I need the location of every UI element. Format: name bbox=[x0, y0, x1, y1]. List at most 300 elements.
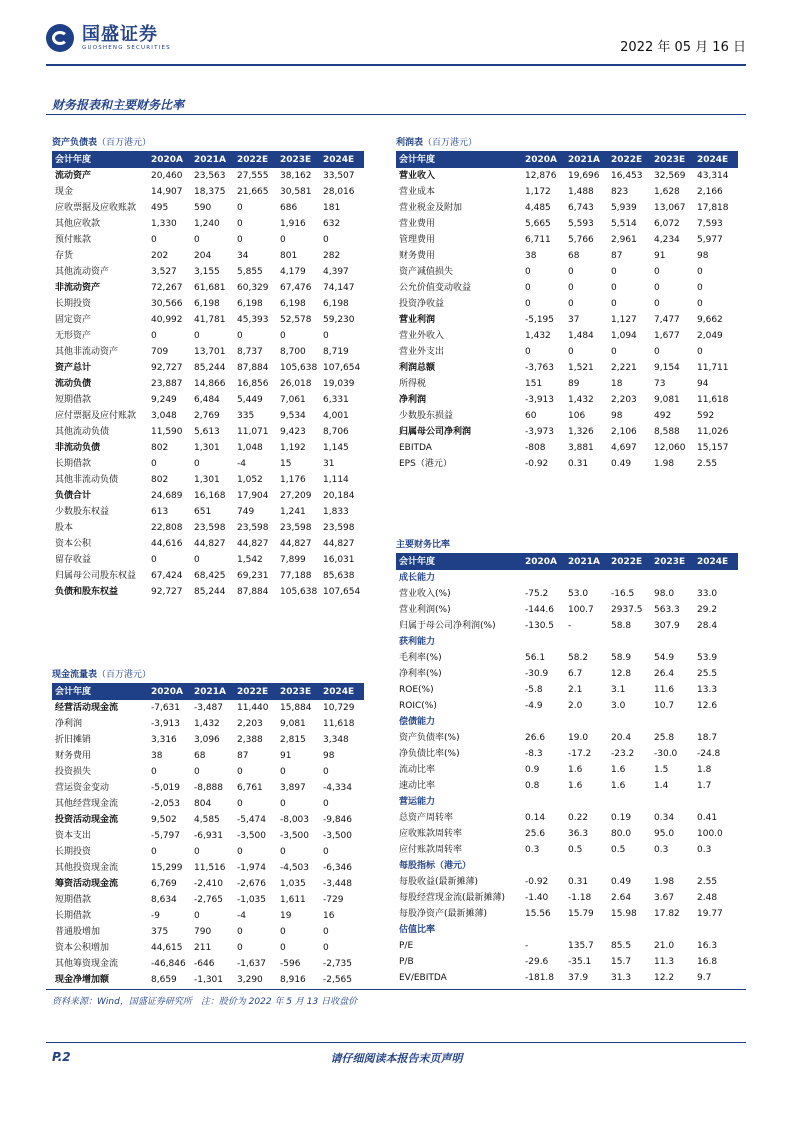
cell-value: 0 bbox=[194, 847, 200, 857]
cell-value: 0 bbox=[611, 299, 617, 309]
cell-value: 43,314 bbox=[697, 171, 729, 181]
cell-value: 1,330 bbox=[151, 219, 177, 229]
cell-value: 0 bbox=[237, 943, 243, 953]
cell-value: 68,425 bbox=[194, 571, 226, 581]
cell-value: -0.92 bbox=[525, 877, 549, 887]
cell-value: 1,521 bbox=[568, 363, 594, 373]
cell-value: 0 bbox=[525, 347, 531, 357]
cell-value: 0 bbox=[280, 927, 286, 937]
cell-value: -1,637 bbox=[237, 959, 267, 969]
cell-value: 10.7 bbox=[654, 701, 675, 711]
cell-value: 25.6 bbox=[525, 829, 546, 839]
table-row bbox=[52, 376, 364, 392]
cell-value: 30,581 bbox=[280, 187, 312, 197]
cell-value: 20.4 bbox=[611, 733, 632, 743]
cell-value: 1,301 bbox=[194, 475, 220, 485]
logo-mark-icon bbox=[46, 24, 74, 52]
table-row bbox=[52, 860, 364, 876]
cell-value: 1.8 bbox=[697, 765, 712, 775]
cell-value: -2,053 bbox=[151, 799, 181, 809]
cell-value: 12.6 bbox=[697, 701, 718, 711]
cell-value: 0 bbox=[151, 459, 157, 469]
year-header: 2022E bbox=[235, 684, 278, 700]
header-label: 会计年度 bbox=[396, 554, 523, 570]
cell-value: 9.7 bbox=[697, 973, 712, 983]
cell-value: 1,094 bbox=[611, 331, 637, 341]
cell-value: 0 bbox=[323, 235, 329, 245]
cell-value: 15 bbox=[280, 459, 292, 469]
row-label: 短期借款 bbox=[55, 395, 92, 405]
row-label: 净利润 bbox=[399, 395, 427, 405]
table-row bbox=[52, 568, 364, 584]
year-header: 2021A bbox=[192, 684, 235, 700]
cell-value: -23.2 bbox=[611, 749, 635, 759]
cell-value: 29.2 bbox=[697, 605, 718, 615]
table-row bbox=[396, 762, 738, 778]
row-label: 成长能力 bbox=[399, 573, 436, 583]
cell-value: 21.0 bbox=[654, 941, 675, 951]
cell-value bbox=[609, 858, 652, 874]
cell-value: 20,460 bbox=[151, 171, 183, 181]
cell-value: 36.3 bbox=[568, 829, 589, 839]
cell-value: 204 bbox=[194, 251, 212, 261]
cell-value: 32,569 bbox=[654, 171, 686, 181]
row-label: 管理费用 bbox=[399, 235, 436, 245]
cell-value: 0 bbox=[237, 767, 243, 777]
table-row bbox=[396, 938, 738, 954]
company-logo bbox=[46, 24, 171, 52]
row-label: ROE(%) bbox=[399, 685, 434, 695]
header-divider bbox=[46, 64, 746, 66]
table-header-row bbox=[52, 152, 364, 168]
row-label: 每股指标（港元） bbox=[399, 861, 472, 871]
cell-value: 8,588 bbox=[654, 427, 680, 437]
cell-value: 3,290 bbox=[237, 975, 263, 985]
cell-value: 1,301 bbox=[194, 443, 220, 453]
footer-disclaimer: 请仔细阅读本报告末页声明 bbox=[330, 1052, 463, 1065]
cell-value: 6,743 bbox=[568, 203, 594, 213]
table-row bbox=[52, 940, 364, 956]
cell-value: 15,157 bbox=[697, 443, 729, 453]
row-label: 营业外支出 bbox=[399, 347, 445, 357]
table-row bbox=[52, 344, 364, 360]
cell-value: -29.6 bbox=[525, 957, 549, 967]
cell-value: 1,145 bbox=[323, 443, 349, 453]
cell-value: 72,267 bbox=[151, 283, 183, 293]
cell-value: 0 bbox=[697, 347, 703, 357]
cell-value: 21,665 bbox=[237, 187, 269, 197]
table-row bbox=[52, 440, 364, 456]
cell-value: 0.19 bbox=[611, 813, 632, 823]
cash-flow-block bbox=[52, 669, 364, 988]
row-label: 利润总额 bbox=[399, 363, 436, 373]
cell-value bbox=[695, 634, 738, 650]
cell-value: 92,727 bbox=[151, 587, 183, 597]
row-label: 长期借款 bbox=[55, 911, 92, 921]
cell-value: -181.8 bbox=[525, 973, 555, 983]
cell-value: 44,827 bbox=[237, 539, 269, 549]
cell-value: 1,176 bbox=[280, 475, 306, 485]
header-label: 会计年度 bbox=[52, 684, 149, 700]
cell-value: 0 bbox=[654, 299, 660, 309]
year-header: 2020A bbox=[523, 554, 566, 570]
cell-value: 2.55 bbox=[697, 459, 718, 469]
row-label: 营运资金变动 bbox=[55, 783, 110, 793]
table-row bbox=[396, 200, 738, 216]
cell-value: 6,711 bbox=[525, 235, 551, 245]
cell-value: 16,031 bbox=[323, 555, 355, 565]
row-label: 归属母公司净利润 bbox=[399, 427, 472, 437]
row-label: 资产减值损失 bbox=[399, 267, 454, 277]
cell-value: 18 bbox=[611, 379, 623, 389]
table-row bbox=[396, 344, 738, 360]
table-row bbox=[396, 264, 738, 280]
cell-value: 91 bbox=[654, 251, 666, 261]
cell-value: 0 bbox=[323, 943, 329, 953]
cell-value: 6,198 bbox=[280, 299, 306, 309]
cell-value: 8,634 bbox=[151, 895, 177, 905]
table-row bbox=[396, 456, 738, 472]
cell-value: 4,585 bbox=[194, 815, 220, 825]
cell-value: -6,931 bbox=[194, 831, 224, 841]
cell-value: 5,977 bbox=[697, 235, 723, 245]
cell-value: 69,231 bbox=[237, 571, 269, 581]
cell-value: 22,808 bbox=[151, 523, 183, 533]
cell-value: 16 bbox=[323, 911, 335, 921]
cell-value: -3,487 bbox=[194, 703, 224, 713]
cell-value: 8,706 bbox=[323, 427, 349, 437]
year-header: 2024E bbox=[321, 684, 364, 700]
cell-value: -46,846 bbox=[151, 959, 186, 969]
table-row bbox=[52, 184, 364, 200]
cell-value: 0 bbox=[280, 943, 286, 953]
cell-value: 9,502 bbox=[151, 815, 177, 825]
cell-value: -808 bbox=[525, 443, 546, 453]
cell-value: 0 bbox=[611, 347, 617, 357]
row-label: 非流动资产 bbox=[55, 283, 101, 293]
table-row bbox=[52, 488, 364, 504]
cell-value bbox=[652, 922, 695, 938]
row-label: 公允价值变动收益 bbox=[399, 283, 472, 293]
cell-value: 2.0 bbox=[568, 701, 583, 711]
cell-value: 23,598 bbox=[323, 523, 355, 533]
section-row bbox=[396, 858, 738, 874]
year-header: 2020A bbox=[523, 152, 566, 168]
cell-value: - bbox=[525, 941, 529, 951]
row-label: 财务费用 bbox=[55, 751, 92, 761]
cell-value: 80.0 bbox=[611, 829, 632, 839]
cell-value: 2,106 bbox=[611, 427, 637, 437]
cell-value: 31.3 bbox=[611, 973, 632, 983]
cell-value: 823 bbox=[611, 187, 629, 197]
cell-value: 6,072 bbox=[654, 219, 680, 229]
cell-value bbox=[609, 570, 652, 586]
cell-value: -3,500 bbox=[280, 831, 310, 841]
cell-value: 3,155 bbox=[194, 267, 220, 277]
table-row bbox=[396, 842, 738, 858]
table-row bbox=[52, 264, 364, 280]
cell-value: 211 bbox=[194, 943, 212, 953]
table-row bbox=[396, 328, 738, 344]
cell-value: 1,114 bbox=[323, 475, 349, 485]
cell-value bbox=[523, 570, 566, 586]
cell-value: 19,039 bbox=[323, 379, 355, 389]
year-header: 2021A bbox=[566, 554, 609, 570]
table-row bbox=[396, 312, 738, 328]
cell-value: 85,638 bbox=[323, 571, 355, 581]
row-label: 营业利润(%) bbox=[399, 605, 451, 615]
row-label: 其他筹资现金流 bbox=[55, 959, 119, 969]
cell-value: 98 bbox=[697, 251, 709, 261]
cell-value bbox=[695, 858, 738, 874]
cell-value: 1,127 bbox=[611, 315, 637, 325]
cell-value: 4,397 bbox=[323, 267, 349, 277]
cell-value: 16,168 bbox=[194, 491, 226, 501]
cell-value: -0.92 bbox=[525, 459, 549, 469]
table-row bbox=[52, 892, 364, 908]
balance-sheet-table bbox=[52, 152, 364, 600]
row-label: 普通股增加 bbox=[55, 927, 101, 937]
cell-value: 0.31 bbox=[568, 459, 589, 469]
header-label: 会计年度 bbox=[396, 152, 523, 168]
cell-value: 8,719 bbox=[323, 347, 349, 357]
row-label: 无形资产 bbox=[55, 331, 92, 341]
cell-value: 2.55 bbox=[697, 877, 718, 887]
cell-value: 0 bbox=[151, 555, 157, 565]
table-row bbox=[396, 440, 738, 456]
table-row bbox=[52, 844, 364, 860]
year-header: 2024E bbox=[695, 152, 738, 168]
row-label: 每股收益(最新摊薄) bbox=[399, 877, 479, 887]
cell-value: 5,855 bbox=[237, 267, 263, 277]
table-row bbox=[52, 876, 364, 892]
cell-value: 67,476 bbox=[280, 283, 312, 293]
table-row bbox=[396, 408, 738, 424]
cell-value: 23,598 bbox=[280, 523, 312, 533]
cell-value: 4,179 bbox=[280, 267, 306, 277]
cell-value: 61,681 bbox=[194, 283, 226, 293]
table-row bbox=[396, 666, 738, 682]
cell-value: 0 bbox=[237, 927, 243, 937]
cell-value: 44,827 bbox=[280, 539, 312, 549]
cell-value: 4,001 bbox=[323, 411, 349, 421]
cell-value: 2,815 bbox=[280, 735, 306, 745]
cell-value: 34 bbox=[237, 251, 249, 261]
cell-value: 100.7 bbox=[568, 605, 594, 615]
cell-value: 106 bbox=[568, 411, 586, 421]
year-header: 2024E bbox=[321, 152, 364, 168]
cell-value: 26,018 bbox=[280, 379, 312, 389]
table-row bbox=[396, 970, 738, 986]
cell-value: 59,230 bbox=[323, 315, 355, 325]
cell-value: 2.1 bbox=[568, 685, 583, 695]
cell-value: -2,410 bbox=[194, 879, 224, 889]
cell-value: 151 bbox=[525, 379, 543, 389]
cell-value: 0 bbox=[237, 331, 243, 341]
cell-value: 11,071 bbox=[237, 427, 269, 437]
year-header: 2020A bbox=[149, 152, 192, 168]
cell-value: 1,035 bbox=[280, 879, 306, 889]
row-label: 营业费用 bbox=[399, 219, 436, 229]
table-row bbox=[396, 682, 738, 698]
row-label: 应收账款周转率 bbox=[399, 829, 463, 839]
cell-value: 12,060 bbox=[654, 443, 686, 453]
row-label: 其他投资现金流 bbox=[55, 863, 119, 873]
cell-value: 0 bbox=[697, 283, 703, 293]
table-row bbox=[52, 424, 364, 440]
cell-value: 2937.5 bbox=[611, 605, 643, 615]
cell-value: 85.5 bbox=[611, 941, 632, 951]
cell-value: 0 bbox=[194, 911, 200, 921]
row-label: 其他非流动负债 bbox=[55, 475, 119, 485]
cell-value: 58.2 bbox=[568, 653, 589, 663]
cell-value: -3,913 bbox=[525, 395, 555, 405]
cell-value bbox=[609, 922, 652, 938]
cell-value: -2,565 bbox=[323, 975, 353, 985]
table-row bbox=[52, 520, 364, 536]
cell-value: 0.3 bbox=[697, 845, 712, 855]
row-label: 营业外收入 bbox=[399, 331, 445, 341]
row-label: 其他非流动资产 bbox=[55, 347, 119, 357]
cell-value: 1.6 bbox=[611, 765, 626, 775]
cell-value: 0 bbox=[151, 235, 157, 245]
row-label: 获利能力 bbox=[399, 637, 436, 647]
year-header: 2023E bbox=[652, 554, 695, 570]
row-label: 现金 bbox=[55, 187, 74, 197]
cell-value: 105,638 bbox=[280, 363, 318, 373]
cell-value: -729 bbox=[323, 895, 344, 905]
table-row bbox=[52, 504, 364, 520]
cell-value: 0 bbox=[697, 267, 703, 277]
cell-value bbox=[652, 570, 695, 586]
cash-flow-title: 现金流量表（百万港元） bbox=[52, 669, 364, 684]
cell-value: 804 bbox=[194, 799, 212, 809]
cell-value: 0.31 bbox=[568, 877, 589, 887]
cell-value: 15,299 bbox=[151, 863, 183, 873]
cell-value: -4 bbox=[237, 459, 246, 469]
cell-value: 23,598 bbox=[237, 523, 269, 533]
cell-value: 58.9 bbox=[611, 653, 632, 663]
row-label: EBITDA bbox=[399, 443, 432, 453]
cell-value: 0 bbox=[525, 299, 531, 309]
cell-value: 3,527 bbox=[151, 267, 177, 277]
cell-value: 17,818 bbox=[697, 203, 729, 213]
cell-value: 100.0 bbox=[697, 829, 723, 839]
cell-value: 2,961 bbox=[611, 235, 637, 245]
cell-value: 1,192 bbox=[280, 443, 306, 453]
cell-value: 1,916 bbox=[280, 219, 306, 229]
cell-value: 5,449 bbox=[237, 395, 263, 405]
cell-value: 25.8 bbox=[654, 733, 675, 743]
cell-value: 375 bbox=[151, 927, 169, 937]
cell-value: 11,516 bbox=[194, 863, 226, 873]
cell-value: 0 bbox=[323, 847, 329, 857]
cell-value bbox=[566, 794, 609, 810]
table-row bbox=[396, 730, 738, 746]
cell-value: 0.41 bbox=[697, 813, 718, 823]
cell-value: 44,827 bbox=[194, 539, 226, 549]
cell-value: 0.49 bbox=[611, 459, 632, 469]
table-row bbox=[52, 360, 364, 376]
cell-value: -3,973 bbox=[525, 427, 555, 437]
table-row bbox=[396, 602, 738, 618]
table-row bbox=[396, 232, 738, 248]
table-row bbox=[396, 168, 738, 184]
cell-value: 4,234 bbox=[654, 235, 680, 245]
row-label: 归属于母公司净利润(%) bbox=[399, 621, 496, 631]
cell-value: 6,769 bbox=[151, 879, 177, 889]
cell-value: 6.7 bbox=[568, 669, 583, 679]
cell-value: 33,507 bbox=[323, 171, 355, 181]
cell-value: 107,654 bbox=[323, 587, 361, 597]
row-label: EPS（港元） bbox=[399, 459, 452, 469]
cell-value bbox=[523, 634, 566, 650]
cell-value: 6,198 bbox=[194, 299, 220, 309]
table-row bbox=[52, 956, 364, 972]
cell-value: -35.1 bbox=[568, 957, 592, 967]
cell-value: 9,534 bbox=[280, 411, 306, 421]
cell-value: 1,833 bbox=[323, 507, 349, 517]
table-row bbox=[52, 972, 364, 988]
key-ratios-block bbox=[396, 539, 738, 986]
row-label: 负债合计 bbox=[55, 491, 92, 501]
cell-value: 0 bbox=[654, 267, 660, 277]
cell-value: 5,766 bbox=[568, 235, 594, 245]
cell-value: 7,061 bbox=[280, 395, 306, 405]
row-label: 非流动负债 bbox=[55, 443, 101, 453]
table-row bbox=[396, 906, 738, 922]
cell-value: 495 bbox=[151, 203, 169, 213]
cell-value: 54.9 bbox=[654, 653, 675, 663]
cell-value: 0 bbox=[237, 219, 243, 229]
cell-value: -75.2 bbox=[525, 589, 549, 599]
row-label: 其他流动资产 bbox=[55, 267, 110, 277]
table-row bbox=[52, 328, 364, 344]
row-label: 投资净收益 bbox=[399, 299, 445, 309]
cell-value: -1.18 bbox=[568, 893, 592, 903]
cell-value: 2,769 bbox=[194, 411, 220, 421]
cell-value: 6,484 bbox=[194, 395, 220, 405]
row-label: 筹资活动现金流 bbox=[55, 879, 119, 889]
page-number: P.2 bbox=[52, 1050, 71, 1064]
section-row bbox=[396, 714, 738, 730]
cell-value: 44,827 bbox=[323, 539, 355, 549]
table-row bbox=[396, 826, 738, 842]
cell-value: 0 bbox=[568, 283, 574, 293]
cell-value bbox=[695, 922, 738, 938]
cell-value: 1,677 bbox=[654, 331, 680, 341]
cell-value: 16,856 bbox=[237, 379, 269, 389]
cell-value: 0.14 bbox=[525, 813, 546, 823]
table-row bbox=[396, 618, 738, 634]
table-row bbox=[52, 924, 364, 940]
row-label: 资本公积增加 bbox=[55, 943, 110, 953]
cell-value: -17.2 bbox=[568, 749, 592, 759]
table-row bbox=[396, 216, 738, 232]
cell-value: 27,209 bbox=[280, 491, 312, 501]
cell-value: 307.9 bbox=[654, 621, 680, 631]
cell-value: 44,615 bbox=[151, 943, 183, 953]
table-row bbox=[52, 908, 364, 924]
row-label: 流动比率 bbox=[399, 765, 436, 775]
cell-value: 19.0 bbox=[568, 733, 589, 743]
key-ratios-title: 主要财务比率 bbox=[396, 539, 738, 554]
cell-value: 12,876 bbox=[525, 171, 557, 181]
table-row bbox=[396, 586, 738, 602]
table-row bbox=[396, 778, 738, 794]
table-row bbox=[52, 392, 364, 408]
cell-value: -3,500 bbox=[323, 831, 353, 841]
